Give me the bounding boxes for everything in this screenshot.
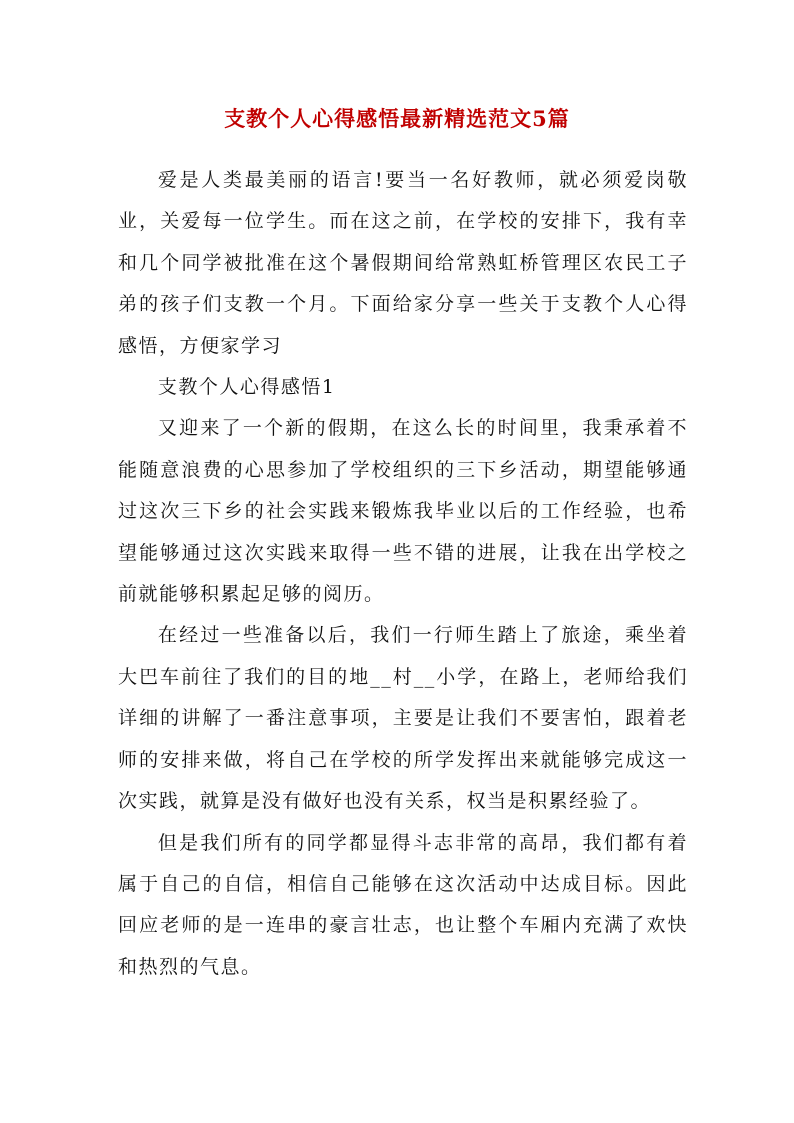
document-title: 支教个人心得感悟最新精选范文5篇 — [224, 106, 570, 131]
paragraph-3: 但是我们所有的同学都显得斗志非常的高昂，我们都有着属于自己的自信，相信自己能够在这次活动中达成目标。因此回应老师的是一连串的豪言壮志，也让整个车厢内充满了欢快和热烈的气息。 — [118, 831, 688, 978]
section-heading: 支教个人心得感悟1 — [157, 376, 336, 399]
paragraph-intro: 爱是人类最美丽的语言!要当一名好教师，就必须爱岗敬业，关爱每一位学生。而在这之前，在学校的安排下，我有幸和几个同学被批准在这个暑假期间给常熟虹桥管理区农民工子弟的孩子们支教一个月。下面给家分享一些关于支教个人心得感悟，方便家学习 — [118, 169, 688, 357]
paragraph-2: 在经过一些准备以后，我们一行师生踏上了旅途，乘坐着大巴车前往了我们的目的地__村__小学，在路上，老师给我们详细的讲解了一番注意事项，主要是让我们不要害怕，跟着老师的安排来做，将自己在学校的所学发挥出来就能够完成这一次实践，就算是没有做好也没有关系，权当是积累经验了。 — [118, 624, 688, 813]
document-body — [118, 160, 688, 988]
paragraph-1: 又迎来了一个新的假期，在这么长的时间里，我秉承着不能随意浪费的心思参加了学校组织的三下乡活动，期望能够通过这次三下乡的社会实践来锻炼我毕业以后的工作经验，也希望能够通过这次实践来取得一些不错的进展，让我在出学校之前就能够积累起足够的阅历。 — [118, 417, 688, 606]
